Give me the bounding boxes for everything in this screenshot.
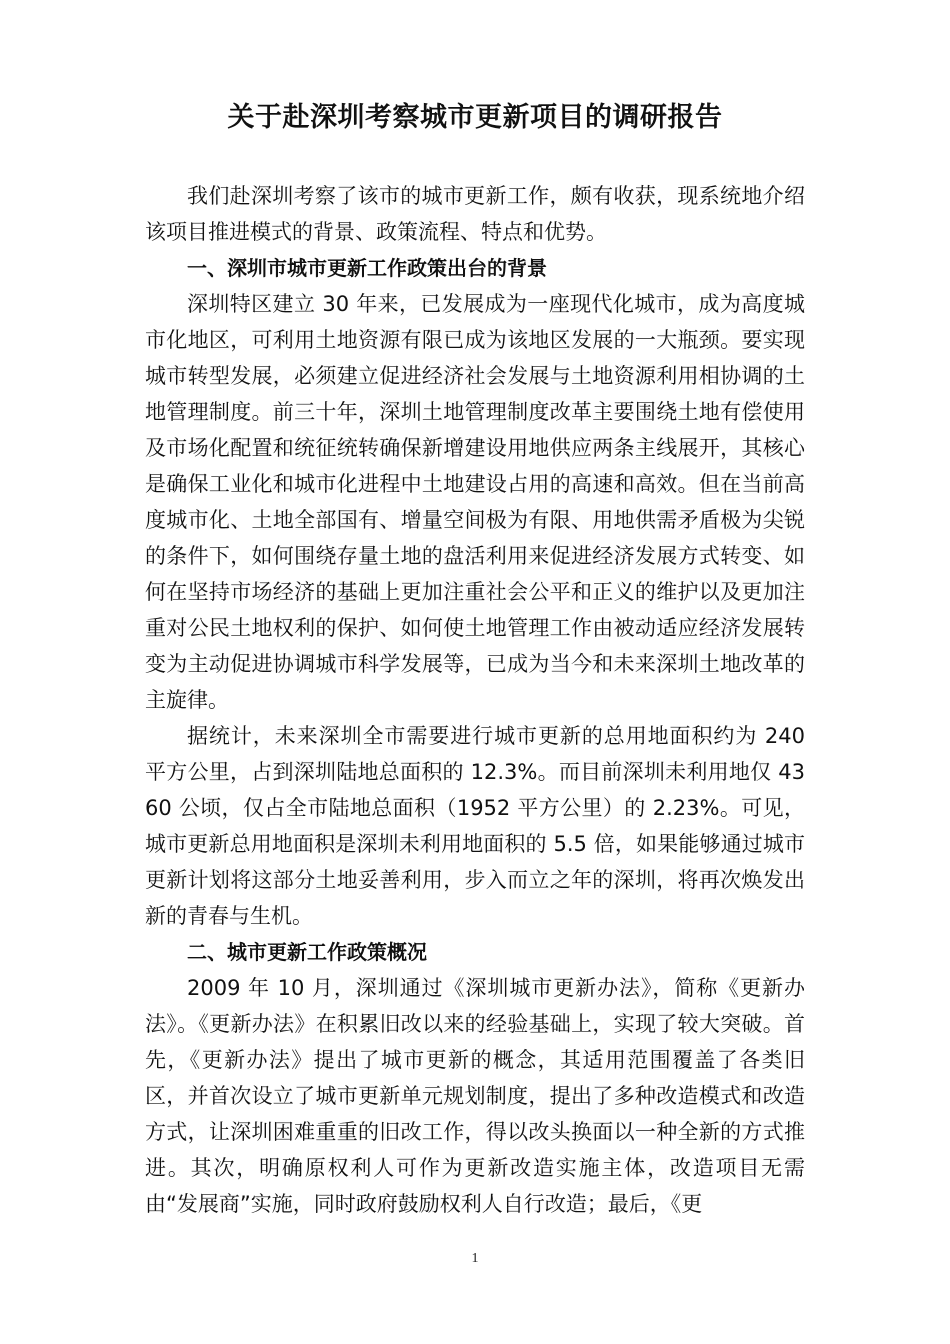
page-number: 1 (471, 1251, 479, 1266)
background-paragraph: 深圳特区建立 30 年来，已发展成为一座现代化城市，成为高度城市化地区，可利用土地资源有限已成为该地区发展的一大瓶颈。要实现城市转型发展，必须建立促进经济社会发展与土地资源利用相协调的土地管理制度。前三十年，深圳土地管理制度改革主要围绕土地有偿使用及市场化配置和统征统转确保新增建设用地供应两条主线展开，其核心是确保工业化和城市化进程中土地建设占用的高速和高效。但在当前高度城市化、土地全部国有、增量空间极为有限、用地供需矛盾极为尖锐的条件下，如何围绕存量土地的盘活利用来促进经济发展方式转变、如何在坚持市场经济的基础上更加注重社会公平和正义的维护以及更加注重对公民土地权利的保护、如何使土地管理工作由被动适应经济发展转变为主动促进协调城市科学发展等，已成为当今和未来深圳土地改革的主旋律。 (145, 292, 805, 712)
policy-paragraph: 2009 年 10 月，深圳通过《深圳城市更新办法》，简称《更新办法》。《更新办法》在积累旧改以来的经验基础上，实现了较大突破。首先，《更新办法》提出了城市更新的概念，其适用范围覆盖了各类旧区，并首次设立了城市更新单元规划制度，提出了多种改造模式和改造方式，让深圳困难重重的旧改工作，得以改头换面以一种全新的方式推进。其次，明确原权利人可作为更新改造实施主体，改造项目无需由“发展商”实施，同时政府鼓励权利人自行改造；最后，《更 (145, 976, 805, 1216)
document-title: 关于赴深圳考察城市更新项目的调研报告 (227, 102, 723, 133)
section-heading-background: 一、深圳市城市更新工作政策出台的背景 (187, 256, 547, 280)
document-body (145, 178, 805, 1222)
section-heading-policy: 二、城市更新工作政策概况 (187, 940, 427, 964)
intro-paragraph: 我们赴深圳考察了该市的城市更新工作，颇有收获，现系统地介绍该项目推进模式的背景、政策流程、特点和优势。 (145, 184, 805, 244)
statistics-paragraph: 据统计，未来深圳全市需要进行城市更新的总用地面积约为 240 平方公里，占到深圳陆地总面积的 12.3%。而目前深圳未利用地仅 4360 公顷，仅占全市陆地总面积（1952 平方公里）的 2.23%。可见，城市更新总用地面积是深圳未利用地面积的 5.5 倍，如果能够通过城市更新计划将这部分土地妥善利用，步入而立之年的深圳，将再次焕发出新的青春与生机。 (145, 724, 805, 928)
